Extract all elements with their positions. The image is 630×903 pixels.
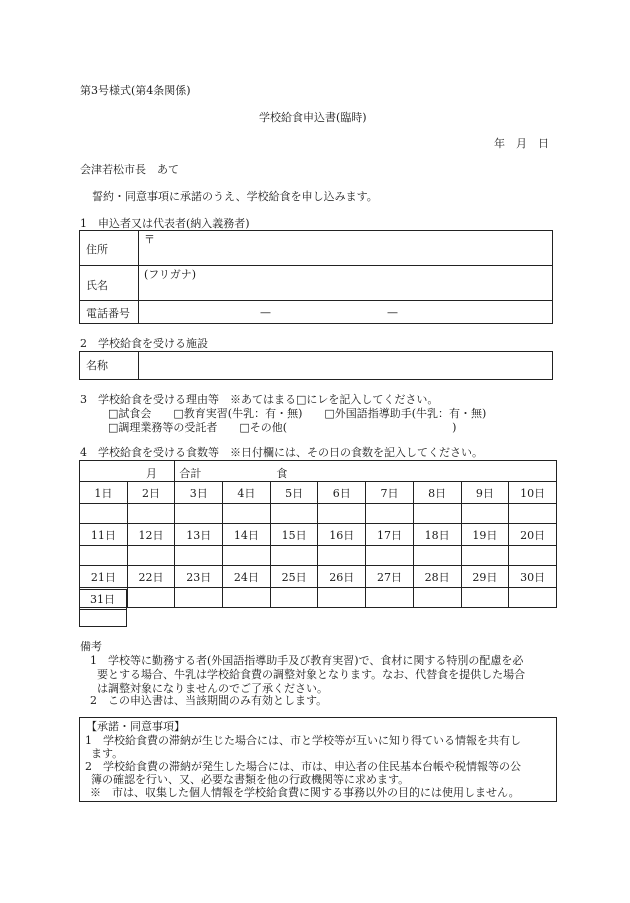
day-header: 21日 — [80, 566, 128, 588]
count-cell[interactable] — [413, 504, 461, 524]
remark-item1-line1: 1 学校等に勤務する者(外国語指導助手及び教育実習)で、食材に関する特別の配慮を必 — [90, 654, 524, 667]
count-cell[interactable] — [366, 588, 414, 608]
consent-item1-line1: 1 学校給食費の滞納が生じた場合には、市と学校等が互いに知り得ている情報を共有し — [85, 734, 521, 747]
count-cell[interactable] — [270, 546, 318, 566]
count-cell[interactable] — [318, 588, 366, 608]
total-label: 合計 — [179, 467, 202, 480]
day-header: 28日 — [413, 566, 461, 588]
day-header: 6日 — [318, 482, 366, 504]
reason-options-line2: □調理業務等の受託者 □その他( ) — [108, 421, 457, 434]
count-cell[interactable] — [413, 546, 461, 566]
date-line: 年 月 日 — [494, 137, 549, 150]
day-header: 31日 — [90, 593, 115, 606]
day-header: 13日 — [175, 524, 223, 546]
day-header: 17日 — [366, 524, 414, 546]
day-header: 7日 — [366, 482, 414, 504]
consent-heading: 【承諾・同意事項】 — [86, 720, 185, 733]
month-label: 月 — [146, 467, 157, 480]
section1-heading: 1 申込者又は代表者(納入義務者) — [80, 217, 250, 230]
day-header: 16日 — [318, 524, 366, 546]
consent-item2-line1: 2 学校給食費の滞納が発生した場合には、市は、申込者の住民基本台帳や税情報等の公 — [85, 760, 521, 773]
remark-item1-line2: 要とする場合、牛乳は学校給食費の調整対象となります。なお、代替食を提供した場合 — [97, 668, 526, 681]
count-cell[interactable] — [318, 546, 366, 566]
consent-note: ※ 市は、収集した個人情報を学校給食費に関する事務以外の目的には使用しません。 — [90, 786, 520, 799]
count-cell[interactable] — [366, 546, 414, 566]
day-header: 26日 — [318, 566, 366, 588]
addressee: 会津若松市長 あて — [80, 163, 179, 176]
count-cell[interactable] — [509, 588, 557, 608]
phone-label: 電話番号 — [86, 307, 130, 320]
section2-heading: 2 学校給食を受ける施設 — [80, 337, 208, 350]
meal-count-table — [79, 460, 557, 608]
total-cell — [175, 461, 557, 482]
day-header: 29日 — [461, 566, 509, 588]
day-header: 14日 — [223, 524, 271, 546]
day-header: 8日 — [413, 482, 461, 504]
day-header: 4日 — [223, 482, 271, 504]
form-number: 第3号様式(第4条関係) — [80, 84, 191, 97]
day-header: 30日 — [509, 566, 557, 588]
day-header: 2日 — [127, 482, 175, 504]
day-header: 19日 — [461, 524, 509, 546]
day-header: 18日 — [413, 524, 461, 546]
section3-heading: 3 学校給食を受ける理由等 ※あてはまる□にレを記入してください。 — [80, 393, 439, 406]
count-cell[interactable] — [127, 546, 175, 566]
name-label: 氏名 — [86, 279, 108, 292]
day-header: 22日 — [127, 566, 175, 588]
count-cell[interactable] — [223, 546, 271, 566]
day-header: 3日 — [175, 482, 223, 504]
day-header: 1日 — [80, 482, 128, 504]
furigana-label: (フリガナ) — [144, 268, 197, 281]
count-cell[interactable] — [175, 588, 223, 608]
facility-name-label: 名称 — [86, 359, 108, 372]
facility-table — [79, 351, 553, 380]
phone-separator: — — [387, 306, 398, 319]
day-header: 24日 — [223, 566, 271, 588]
day-header: 15日 — [270, 524, 318, 546]
count-cell[interactable] — [175, 504, 223, 524]
count-cell[interactable] — [127, 504, 175, 524]
count-cell[interactable] — [366, 504, 414, 524]
remark-item1-line3: は調整対象になりませんのでご了承ください。 — [97, 682, 328, 695]
page-title: 学校給食申込書(臨時) — [259, 111, 367, 124]
day31-box — [79, 589, 127, 627]
consent-box — [79, 717, 557, 802]
count-cell[interactable] — [270, 504, 318, 524]
reason-options-line1: □試食会 □教育実習(牛乳：有・無) □外国語指導助手(牛乳：有・無) — [108, 407, 487, 420]
month-cell — [80, 461, 175, 482]
count-cell[interactable] — [175, 546, 223, 566]
address-label: 住所 — [86, 243, 108, 256]
count-cell[interactable] — [80, 546, 128, 566]
intro-text: 誓約・同意事項に承諾のうえ、学校給食を申し込みます。 — [92, 190, 378, 203]
count-cell[interactable] — [461, 588, 509, 608]
count-cell[interactable] — [270, 588, 318, 608]
day-header: 20日 — [509, 524, 557, 546]
count-cell[interactable] — [413, 588, 461, 608]
day-header: 9日 — [461, 482, 509, 504]
day-header: 23日 — [175, 566, 223, 588]
count-cell[interactable] — [509, 546, 557, 566]
count-cell[interactable] — [509, 504, 557, 524]
count-cell[interactable] — [461, 546, 509, 566]
count-cell[interactable] — [223, 504, 271, 524]
consent-item1-line2: ます。 — [91, 747, 124, 760]
consent-item2-line2: 簿の確認を行い、又、必要な書類を他の行政機関等に求めます。 — [91, 773, 410, 786]
count-cell[interactable] — [318, 504, 366, 524]
section4-heading: 4 学校給食を受ける食数等 ※日付欄には、その日の食数を記入してください。 — [80, 446, 483, 459]
day-header: 10日 — [509, 482, 557, 504]
phone-separator: — — [260, 306, 271, 319]
count-cell[interactable] — [461, 504, 509, 524]
day-header: 27日 — [366, 566, 414, 588]
day-header: 11日 — [80, 524, 128, 546]
remark-item2: 2 この申込書は、当該期間のみ有効とします。 — [90, 694, 328, 707]
applicant-table — [79, 230, 553, 324]
day-header: 5日 — [270, 482, 318, 504]
meals-label: 食 — [276, 467, 288, 480]
postal-mark: 〒 — [144, 233, 155, 246]
count-cell[interactable] — [80, 504, 128, 524]
count-cell[interactable] — [127, 588, 175, 608]
day-header: 12日 — [127, 524, 175, 546]
day-header: 25日 — [270, 566, 318, 588]
count-cell[interactable] — [223, 588, 271, 608]
remarks-heading: 備考 — [80, 640, 102, 653]
